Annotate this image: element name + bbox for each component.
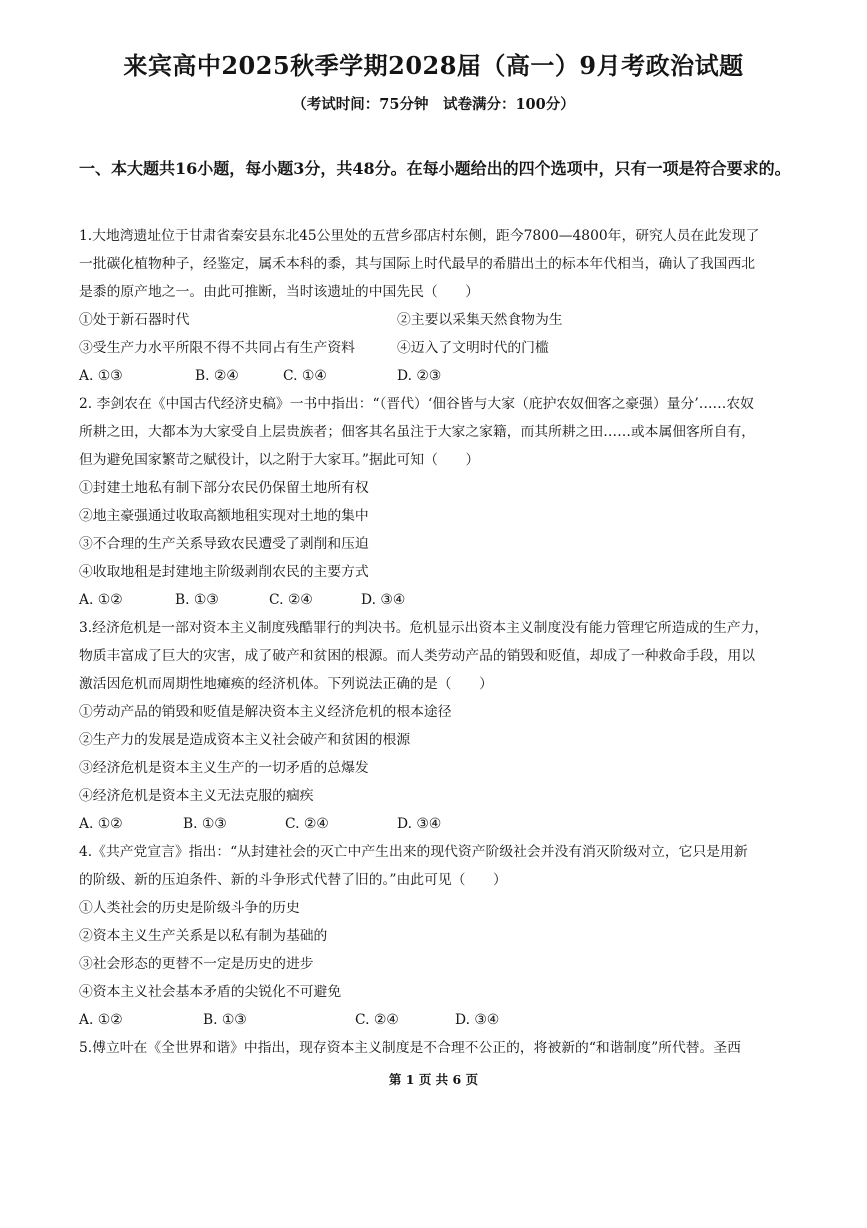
q3-item: ③经济危机是资本主义生产的一切矛盾的总爆发 bbox=[79, 760, 369, 776]
q3-choices bbox=[79, 814, 791, 834]
exam-title: 来宾高中2025秋季学期2028届（高一）9月考政治试题 bbox=[123, 51, 744, 80]
choice-b: B. ①③ bbox=[183, 816, 227, 832]
q5-stem-line: 5.傅立叶在《全世界和谐》中指出，现存资本主义制度是不合理不公正的，将被新的“和谐制度”所代替。圣西 bbox=[79, 1040, 741, 1056]
q4-stem-line: 的阶级、新的压迫条件、新的斗争形式代替了旧的。”由此可见（ ） bbox=[79, 872, 507, 888]
choice-b: B. ①③ bbox=[203, 1012, 247, 1028]
q2-item: ③不合理的生产关系导致农民遭受了剥削和压迫 bbox=[79, 536, 369, 552]
q1-choices bbox=[79, 366, 791, 386]
q4-stem-line: 4.《共产党宣言》指出：“从封建社会的灭亡中产生出来的现代资产阶级社会并没有消灭阶级对立，它只是用新 bbox=[79, 844, 748, 860]
q3-item: ①劳动产品的销毁和贬值是解决资本主义经济危机的根本途径 bbox=[79, 704, 452, 720]
choice-d: D. ②③ bbox=[397, 368, 442, 384]
q3-stem-line: 3.经济危机是一部对资本主义制度残酷罪行的判决书。危机显示出资本主义制度没有能力管理它所造成的生产力， bbox=[79, 620, 769, 636]
q2-item: ④收取地租是封建地主阶级剥削农民的主要方式 bbox=[79, 564, 369, 580]
q1-item: ②主要以采集天然食物为生 bbox=[397, 312, 563, 328]
choice-a: A. ①② bbox=[79, 592, 123, 608]
q4-choices bbox=[79, 1010, 791, 1030]
q2-stem-line: 但为避免国家繁苛之赋役计，以之附于大家耳。”据此可知（ ） bbox=[79, 452, 480, 468]
choice-c: C. ②④ bbox=[355, 1012, 399, 1028]
q1-item: ③受生产力水平所限不得不共同占有生产资料 bbox=[79, 340, 355, 356]
choice-d: D. ③④ bbox=[397, 816, 442, 832]
choice-a: A. ①② bbox=[79, 816, 123, 832]
q1-items-row bbox=[79, 338, 791, 358]
q3-stem-line: 物质丰富成了巨大的灾害，成了破产和贫困的根源。而人类劳动产品的销毁和贬值，却成了一种救命手段，用以 bbox=[79, 648, 756, 664]
choice-c: C. ②④ bbox=[285, 816, 329, 832]
q1-items-row bbox=[79, 310, 791, 330]
choice-a: A. ①③ bbox=[79, 368, 123, 384]
exam-subtitle: （考试时间：75分钟 试卷满分：100分） bbox=[292, 96, 575, 113]
q1-stem-line: 1.大地湾遗址位于甘肃省秦安县东北45公里处的五营乡邵店村东侧，距今7800—4800年，研究人员在此发现了 bbox=[79, 228, 760, 244]
q3-item: ②生产力的发展是造成资本主义社会破产和贫困的根源 bbox=[79, 732, 411, 748]
page-number: 第 1 页 共 6 页 bbox=[388, 1072, 479, 1087]
q1-item: ①处于新石器时代 bbox=[79, 312, 190, 328]
choice-d: D. ③④ bbox=[361, 592, 406, 608]
choice-a: A. ①② bbox=[79, 1012, 123, 1028]
q2-stem-line: 2. 李剑农在《中国古代经济史稿》一书中指出：“（晋代）‘佃谷皆与大家（庇护农奴佃客之豪强）量分’……农奴 bbox=[79, 396, 754, 412]
q2-item: ②地主豪强通过收取高额地租实现对土地的集中 bbox=[79, 508, 369, 524]
q1-item: ④迈入了文明时代的门槛 bbox=[397, 340, 549, 356]
q1-stem-line: 一批碳化植物种子，经鉴定，属禾本科的黍，其与国际上时代最早的希腊出土的标本年代相当，确认了我国西北 bbox=[79, 256, 756, 272]
q4-item: ③社会形态的更替不一定是历史的进步 bbox=[79, 956, 314, 972]
q1-stem-line: 是黍的原产地之一。由此可推断，当时该遗址的中国先民（ ） bbox=[79, 284, 480, 300]
q3-stem-line: 激活因危机而周期性地瘫痪的经济机体。下列说法正确的是（ ） bbox=[79, 676, 493, 692]
choice-b: B. ②④ bbox=[195, 368, 239, 384]
q2-item: ①封建土地私有制下部分农民仍保留土地所有权 bbox=[79, 480, 369, 496]
section-heading: 一、本大题共16小题，每小题3分，共48分。在每小题给出的四个选项中，只有一项是符合要求的。 bbox=[79, 159, 791, 178]
q4-item: ①人类社会的历史是阶级斗争的历史 bbox=[79, 900, 300, 916]
q2-choices bbox=[79, 590, 791, 610]
choice-c: C. ②④ bbox=[269, 592, 313, 608]
q3-item: ④经济危机是资本主义无法克服的痼疾 bbox=[79, 788, 314, 804]
q2-stem-line: 所耕之田，大都本为大家受自上层贵族者；佃客其名虽注于大家之家籍，而其所耕之田……或本属佃客所自有， bbox=[79, 424, 756, 440]
q4-item: ②资本主义生产关系是以私有制为基础的 bbox=[79, 928, 328, 944]
q4-item: ④资本主义社会基本矛盾的尖锐化不可避免 bbox=[79, 984, 342, 1000]
choice-c: C. ①④ bbox=[283, 368, 327, 384]
choice-d: D. ③④ bbox=[455, 1012, 500, 1028]
choice-b: B. ①③ bbox=[175, 592, 219, 608]
